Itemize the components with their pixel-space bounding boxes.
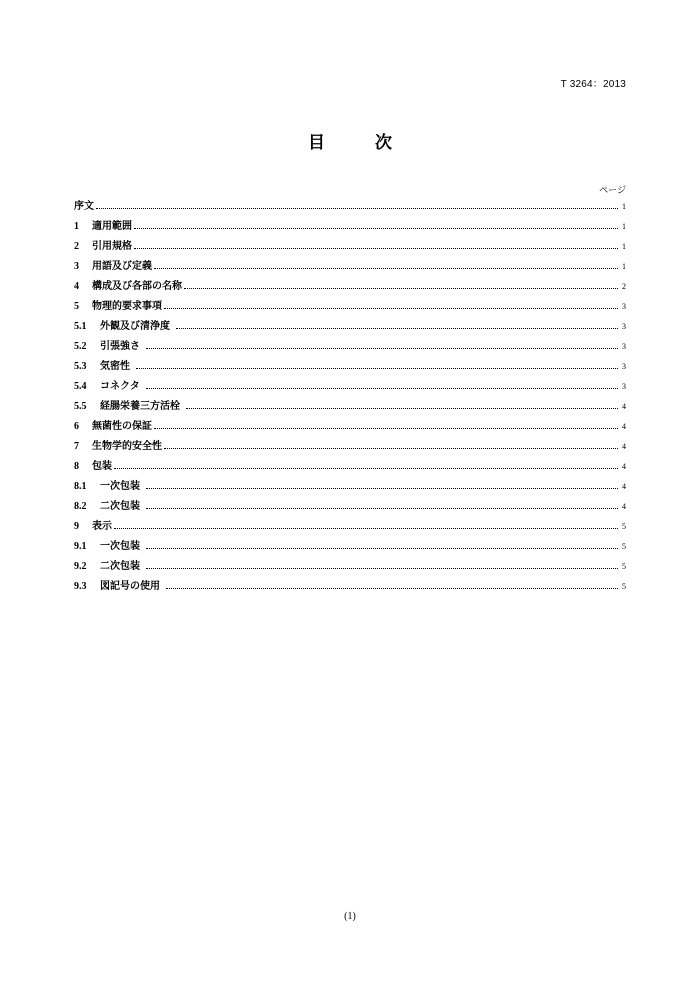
toc-entry-number: 8.1 bbox=[74, 481, 87, 492]
toc-entry[interactable] bbox=[74, 520, 626, 540]
toc-entry-page: 2 bbox=[622, 282, 626, 291]
toc-entry[interactable] bbox=[74, 480, 626, 500]
toc-entry-number: 3 bbox=[74, 261, 79, 272]
toc-entry-number: 9.1 bbox=[74, 541, 87, 552]
toc-entry-title: 一次包装 bbox=[100, 541, 140, 552]
toc-entry[interactable] bbox=[74, 420, 626, 440]
toc-dot-leader bbox=[146, 547, 618, 549]
toc-entry-title: 適用範囲 bbox=[92, 221, 132, 232]
toc-entry-page: 5 bbox=[622, 562, 626, 571]
toc-entry-page: 1 bbox=[622, 202, 626, 211]
toc-entry-page: 3 bbox=[622, 302, 626, 311]
toc-entry-number: 4 bbox=[74, 281, 79, 292]
toc-entry-title: 構成及び各部の名称 bbox=[92, 281, 182, 292]
toc-entry-number: 8 bbox=[74, 461, 79, 472]
toc-entry[interactable] bbox=[74, 560, 626, 580]
toc-entry[interactable] bbox=[74, 440, 626, 460]
toc-entry-title: 表示 bbox=[92, 521, 112, 532]
toc-entry-title: 包装 bbox=[92, 461, 112, 472]
toc-entry-page: 5 bbox=[622, 522, 626, 531]
toc-dot-leader bbox=[176, 327, 618, 329]
toc-entry-title: 一次包装 bbox=[100, 481, 140, 492]
toc-entry-page: 4 bbox=[622, 422, 626, 431]
toc-entry-page: 5 bbox=[622, 582, 626, 591]
toc-dot-leader bbox=[186, 407, 618, 409]
toc-dot-leader bbox=[114, 527, 618, 529]
toc-dot-leader bbox=[96, 207, 618, 209]
toc-entry[interactable] bbox=[74, 220, 626, 240]
toc-entry[interactable] bbox=[74, 320, 626, 340]
toc-entry-number: 1 bbox=[74, 221, 79, 232]
toc-entry[interactable] bbox=[74, 340, 626, 360]
toc-entry[interactable] bbox=[74, 380, 626, 400]
toc-entry-number: 8.2 bbox=[74, 501, 87, 512]
toc-entry-title: 経腸栄養三方活栓 bbox=[100, 401, 180, 412]
toc-entry-number: 6 bbox=[74, 421, 79, 432]
toc-entry[interactable] bbox=[74, 200, 626, 220]
toc-entry-page: 1 bbox=[622, 262, 626, 271]
toc-entry[interactable] bbox=[74, 400, 626, 420]
toc-entry-page: 1 bbox=[622, 242, 626, 251]
toc-entry[interactable] bbox=[74, 240, 626, 260]
toc-dot-leader bbox=[164, 307, 618, 309]
toc-entry-page: 3 bbox=[622, 382, 626, 391]
toc-entry-page: 3 bbox=[622, 342, 626, 351]
toc-entry-title: 用語及び定義 bbox=[92, 261, 152, 272]
toc-entry-number: 5.2 bbox=[74, 341, 87, 352]
toc-dot-leader bbox=[134, 227, 618, 229]
toc-entry-number: 7 bbox=[74, 441, 79, 452]
toc-dot-leader bbox=[134, 247, 618, 249]
toc-entry-page: 4 bbox=[622, 442, 626, 451]
toc-entry-number: 5 bbox=[74, 301, 79, 312]
toc-entry-page: 4 bbox=[622, 462, 626, 471]
toc-entry[interactable] bbox=[74, 280, 626, 300]
toc-dot-leader bbox=[164, 447, 618, 449]
toc-entry-number: 2 bbox=[74, 241, 79, 252]
toc-dot-leader bbox=[146, 507, 618, 509]
toc-entry[interactable] bbox=[74, 360, 626, 380]
toc-entry-page: 4 bbox=[622, 402, 626, 411]
toc-dot-leader bbox=[114, 467, 618, 469]
table-of-contents bbox=[74, 200, 626, 600]
footer-page-number: (1) bbox=[344, 911, 356, 922]
toc-entry-title: 引張強さ bbox=[100, 341, 140, 352]
toc-entry[interactable] bbox=[74, 500, 626, 520]
toc-entry-number: 5.1 bbox=[74, 321, 87, 332]
toc-entry-title: 序文 bbox=[74, 201, 94, 212]
toc-entry-page: 1 bbox=[622, 222, 626, 231]
toc-entry-title: 気密性 bbox=[100, 361, 130, 372]
toc-entry-page: 3 bbox=[622, 362, 626, 371]
toc-dot-leader bbox=[146, 387, 618, 389]
toc-dot-leader bbox=[146, 347, 618, 349]
toc-dot-leader bbox=[166, 587, 618, 589]
toc-dot-leader bbox=[184, 287, 618, 289]
toc-entry-title: 図記号の使用 bbox=[100, 581, 160, 592]
toc-entry-number: 5.4 bbox=[74, 381, 87, 392]
toc-entry[interactable] bbox=[74, 540, 626, 560]
toc-entry[interactable] bbox=[74, 460, 626, 480]
toc-entry-number: 5.3 bbox=[74, 361, 87, 372]
toc-entry-title: 外観及び清浄度 bbox=[100, 321, 170, 332]
toc-entry[interactable] bbox=[74, 580, 626, 600]
toc-entry[interactable] bbox=[74, 260, 626, 280]
document-id: T 3264：2013 bbox=[560, 79, 626, 90]
toc-dot-leader bbox=[154, 427, 618, 429]
toc-entry-title: 引用規格 bbox=[92, 241, 132, 252]
toc-entry-title: 物理的要求事項 bbox=[92, 301, 162, 312]
toc-dot-leader bbox=[146, 487, 618, 489]
toc-entry-title: 二次包装 bbox=[100, 501, 140, 512]
toc-entry-page: 4 bbox=[622, 482, 626, 491]
toc-entry-number: 9.3 bbox=[74, 581, 87, 592]
toc-entry-number: 9.2 bbox=[74, 561, 87, 572]
toc-entry-title: 二次包装 bbox=[100, 561, 140, 572]
toc-entry-number: 5.5 bbox=[74, 401, 87, 412]
toc-dot-leader bbox=[136, 367, 618, 369]
toc-entry-title: 無菌性の保証 bbox=[92, 421, 152, 432]
toc-entry-title: コネクタ bbox=[100, 381, 140, 392]
toc-entry-page: 5 bbox=[622, 542, 626, 551]
toc-entry-page: 3 bbox=[622, 322, 626, 331]
page-column-label: ページ bbox=[599, 186, 626, 196]
toc-dot-leader bbox=[146, 567, 618, 569]
toc-entry[interactable] bbox=[74, 300, 626, 320]
toc-dot-leader bbox=[154, 267, 618, 269]
toc-entry-title: 生物学的安全性 bbox=[92, 441, 162, 452]
toc-entry-number: 9 bbox=[74, 521, 79, 532]
page-title: 目 次 bbox=[308, 133, 414, 153]
toc-entry-page: 4 bbox=[622, 502, 626, 511]
